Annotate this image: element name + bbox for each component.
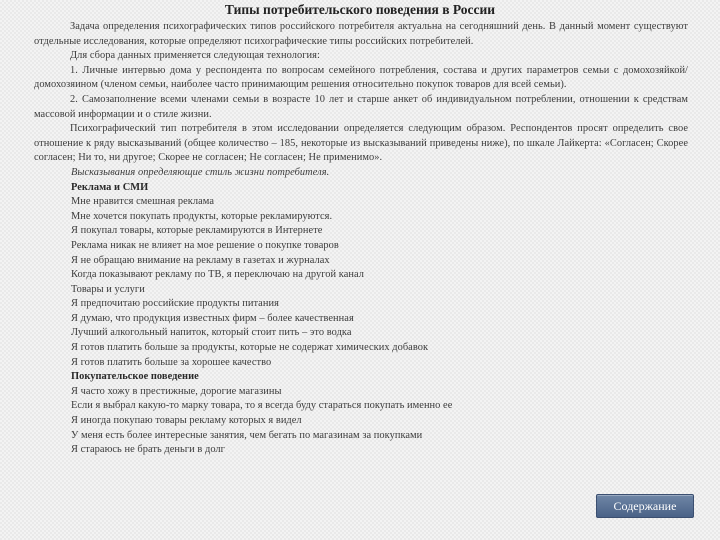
list-item: Я стараюсь не брать деньги в долг [71, 444, 225, 456]
method-paragraph: Для сбора данных применяется следующая технология: [70, 50, 320, 62]
list-item: У меня есть более интересные занятия, чем бегать по магазинам за покупками [71, 429, 423, 441]
psychographic-paragraph: Психографический тип потребителя в этом исследовании определяется следующим образом. Респондентов просят определить свое отношение к ряду высказываний (общее количество – 185, некоторые из высказываний приведены ниже), по шкале Лайкерта: «Согласен; Скорее согласен; Ни то, ни другое; Скорее не согласен; Не согласен; Не применимо». [34, 123, 688, 164]
list-item: Мне нравится смешная реклама [71, 196, 215, 208]
statements-heading: Высказывания определяющие стиль жизни потребителя. [71, 166, 330, 178]
list-item: Я часто хожу в престижные, дорогие магазины [71, 385, 282, 397]
list-item: Я иногда покупаю товары рекламу которых я видел [71, 415, 302, 427]
list-item: Я покупал товары, которые рекламируются в Интернете [71, 225, 323, 237]
list-item: Когда показывают рекламу по ТВ, я переключаю на другой канал [71, 269, 364, 281]
list-item: Реклама никак не влияет на мое решение о покупке товаров [71, 239, 339, 251]
list-item: Я не обращаю внимание на рекламу в газетах и журналах [71, 254, 330, 266]
list-item: Мне хочется покупать продукты, которые рекламируются. [71, 210, 333, 222]
section-heading-goods: Товары и услуги [71, 283, 145, 295]
list-item: Я думаю, что продукция известных фирм – более качественная [71, 312, 354, 324]
method-step-2: 2. Самозаполнение всеми членами семьи в возрасте 10 лет и старше анкет об индивидуальном потреблении, отношении к средствам массовой информации и о стиле жизни. [34, 93, 688, 120]
section-heading-shopping: Покупательское поведение [71, 371, 199, 383]
list-item: Если я выбрал какую-то марку товара, то я всегда буду стараться покупать именно ее [71, 400, 453, 412]
contents-button[interactable]: Содержание [596, 494, 694, 518]
list-item: Я готов платить больше за продукты, которые не содержат химических добавок [71, 342, 429, 354]
list-item: Лучший алкогольный напиток, который стоит пить – это водка [71, 327, 352, 339]
intro-paragraph: Задача определения психографических типов российского потребителя актуальна на сегодняшний день. В данный момент существуют отдельные исследования, которые определяют психографические типы российских потребителей. [34, 21, 688, 47]
method-step-1: 1. Личные интервью дома у респондента по вопросам семейного потребления, состава и других параметров семьи с домохозяйкой/ домохозяином (членом семьи, наиболее часто принимающим решения относительно покупок товаров для всей семьи). [34, 64, 688, 91]
page-title: Типы потребительского поведения в России [224, 2, 496, 17]
list-item: Я готов платить больше за хорошее качество [71, 356, 272, 368]
document-body [34, 20, 688, 458]
section-heading-advertising: Реклама и СМИ [71, 181, 149, 193]
list-item: Я предпочитаю российские продукты питания [71, 298, 279, 310]
